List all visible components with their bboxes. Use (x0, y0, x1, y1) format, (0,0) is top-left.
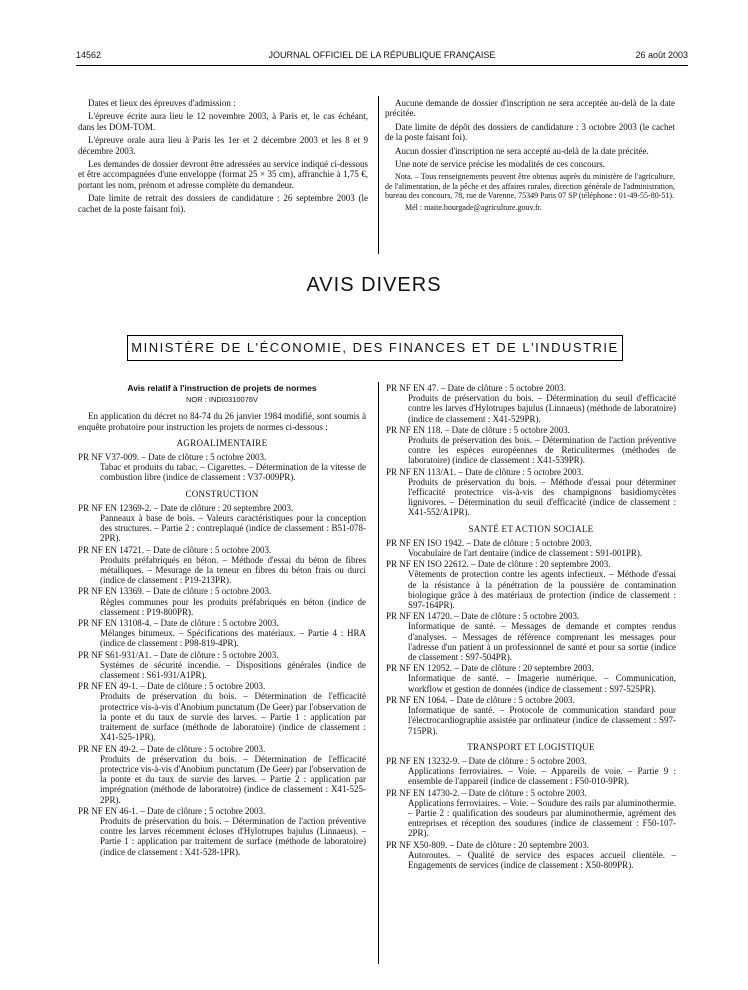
section-heading-sant-et-action-sociale: SANTÉ ET ACTION SOCIALE (468, 523, 594, 534)
norm-description: Produits de préservation du bois. – Détermination du seuil d'efficacité contre les larves d'Hylotrupes bajulus (Linnaeus) (méthode de laboratoire) (indice de classement : X41-529PR). (408, 393, 676, 424)
top-left-column (78, 98, 368, 217)
norm-description: Informatique de santé. – Messages de demande et comptes rendus d'analyses. – Messages de référence comprenant les messages pour l'adresse d'un patient à un professionnel de santé et pour sa sortie (indice de classement : S97-504PR). (408, 621, 676, 663)
paragraph: Une note de service précise les modalités de ces concours. (395, 159, 605, 170)
column-divider (378, 382, 379, 964)
section-heading-agroalimentaire: AGROALIMENTAIRE (176, 437, 268, 448)
right-article-column (386, 383, 676, 871)
norm-entry (386, 467, 676, 518)
running-header (76, 50, 688, 64)
norm-description: Produits de préservation du bois. – Détermination de l'action préventive contre les larves récemment écloses d'Hylotrupes bajulus (Linnaeus). – Partie 1 : application par traitement de surface (méthode de laboratoire) (indice de classement : X41-528-1PR). (100, 815, 366, 857)
norm-entry (386, 425, 676, 466)
journal-title: JOURNAL OFFICIEL DE LA RÉPUBLIQUE FRANÇAISE (268, 50, 496, 60)
norm-description: Produits de préservation du bois. – Méthode d'essai pour déterminer l'efficacité protectrice vis-à-vis des champignons basidiomycètes lignivores. – Détermination du seuil d'efficacité (indice de classement : X41-552/A1PR). (408, 476, 676, 518)
right-norm-list (386, 383, 676, 870)
norm-description: Produits préfabriqués en béton. – Méthode d'essai du béton de fibres métalliques. – Mesurage de la teneur en fibres du béton frais ou durci (indice de classement : P19-213PR). (100, 554, 366, 586)
norm-description: Applications ferroviaires. – Voie. – Soudure des rails par aluminothermie. – Partie 2 : qualification des soudeurs par aluminothermie, agrément des entreprises et réception des soudures (indice de classement : F50-107-2PR). (408, 797, 676, 839)
paragraph: Les demandes de dossier devront être adressées au service indiqué ci-dessous et être accompagnées d'une enveloppe (format 25 × 35 cm), affranchie à 1,75 €, portant les nom, prénom et adresse complète du demandeur. (78, 159, 368, 190)
norm-heading: PR NF EN 46-1. – Date de clôture : 5 octobre 2003. (78, 805, 266, 816)
norm-entry (386, 538, 676, 558)
norm-description: Produits de préservation du bois. – Détermination de l'efficacité protectrice vis-à-vis d'Anobium punctatum (De Geer) par l'observation de la ponte et du taux de survie des larves. – Partie 1 : application par traitement de surface (méthode de laboratoire) (indice de classement : X41-525-1PR). (100, 691, 366, 743)
paragraph: Aucun dossier d'inscription ne sera accepté au-delà de la date précitée. (395, 145, 649, 156)
issue-date: 26 août 2003 (635, 50, 688, 60)
article-intro: En application du décret no 84-74 du 26 janvier 1984 modifié, sont soumis à enquête probatoire pour instruction les projets de normes ci-dessous : (78, 411, 366, 432)
paragraph: Aucune demande de dossier d'inscription ne sera acceptée au-delà de la date précitée. (385, 98, 675, 119)
norm-heading: PR NF EN 13232-9. – Date de clôture : 5 octobre 2003. (386, 755, 587, 766)
norm-heading: PR NF EN 13108-4. – Date de clôture : 5 octobre 2003. (78, 618, 279, 629)
norm-description: Panneaux à base de bois. – Valeurs caractéristiques pour la conception des structures. – Partie 2 : contreplaqué (indice de classement : B51-078-2PR). (100, 513, 366, 544)
norm-entry (78, 806, 366, 857)
norm-heading: PR NF EN 14721. – Date de clôture : 5 octobre 2003. (78, 544, 272, 555)
paragraph: Dates et lieux des épreuves d'admission : (88, 98, 236, 108)
norm-entry (78, 545, 366, 586)
norm-heading: PR NF S61-931/A1. – Date de clôture : 5 octobre 2003. (78, 649, 279, 660)
norm-heading: PR NF EN 49-1. – Date de clôture : 5 octobre 2003. (78, 681, 266, 692)
norm-description: Règles communes pour les produits préfabriqués en béton (indice de classement : P19-800PR). (100, 596, 366, 617)
left-article-column (78, 383, 366, 858)
norm-description: Applications ferroviaires. – Voie. – Appareils de voie. – Partie 9 : ensemble de l'appareil (indice de classement : F50-010-9PR). (408, 766, 676, 787)
nor-reference: NOR : INDI0310076V (185, 395, 259, 405)
norm-entry (78, 681, 366, 742)
norm-heading: PR NF EN 12369-2. – Date de clôture : 20 septembre 2003. (78, 502, 294, 513)
norm-heading: PR NF EN 13369. – Date de clôture : 5 octobre 2003. (78, 586, 272, 597)
norm-heading: PR NF X50-809. – Date de clôture : 20 septembre 2003. (386, 839, 589, 850)
norm-heading: PR NF EN 49-2. – Date de clôture : 5 octobre 2003. (78, 743, 266, 754)
email-line: Mél : maite.bourgade@agriculture.gouv.fr. (405, 203, 542, 213)
norm-heading: PR NF EN 14730-2. – Date de clôture : 5 octobre 2003. (386, 787, 587, 798)
norm-entry (78, 586, 366, 617)
norm-description: Produits de préservation du bois. – Détermination de l'efficacité protectrice vis-à-vis d'Anobium punctatum (De Geer) par l'observation de la ponte et du taux de survie des larves. – Partie 2 : application par imprégnation (méthode de laboratoire) (indice de classement : X41-525-2PR). (100, 753, 366, 805)
norm-entry (386, 611, 676, 662)
nota-paragraph: Nota. – Tous renseignements peuvent être obtenus auprès du ministère de l'agriculture, de l'alimentation, de la pêche et des affaires rurales, direction générale de l'administration, bureau des concours, 78, rue de Varenne, 75349 Paris 07 SP (téléphone : 01-49-55-80-51). (385, 172, 675, 200)
norm-entry (386, 663, 676, 694)
norm-entry (78, 744, 366, 805)
norm-entry (78, 650, 366, 681)
norm-entry (386, 840, 676, 871)
norm-description: Produits de préservation des bois. – Détermination de l'action préventive contre les espèces européennes de Reticulitermes (méthodes de laboratoire) (indice de classement : X41-539PR). (408, 435, 676, 466)
ministry-box: MINISTÈRE DE L'ÉCONOMIE, DES FINANCES ET DE L'INDUSTRIE (127, 335, 623, 361)
left-norm-list (78, 438, 366, 857)
norm-heading: PR NF EN 118. – Date de clôture : 5 octobre 2003. (386, 424, 570, 435)
norm-heading: PR NF EN ISO 22612. – Date de clôture : 20 septembre 2003. (386, 559, 611, 570)
paragraph: Date limite de dépôt des dossiers de candidature : 3 octobre 2003 (le cachet de la poste faisant foi). (385, 121, 675, 143)
norm-entry (386, 559, 676, 610)
norm-entry (78, 618, 366, 649)
header-rule (76, 65, 688, 66)
norm-heading: PR NF V37-009. – Date de clôture : 5 octobre 2003. (78, 452, 267, 463)
section-heading-transport-et-logistique: TRANSPORT ET LOGISTIQUE (467, 741, 595, 752)
norm-entry (386, 756, 676, 787)
section-heading-construction: CONSTRUCTION (185, 488, 259, 499)
paragraph: L'épreuve écrite aura lieu le 12 novembre 2003, à Paris et, le cas échéant, dans les DOM-TOM. (78, 111, 368, 132)
norm-entry (386, 383, 676, 424)
norm-heading: PR NF EN 14720. – Date de clôture : 5 octobre 2003. (386, 611, 580, 622)
norm-description: Mélanges bitumeux. – Spécifications des matériaux. – Partie 4 : HRA (indice de classement : P98-819-4PR). (100, 628, 366, 649)
norm-description: Vocabulaire de l'art dentaire (indice de classement : S91-001PR). (408, 548, 643, 559)
norm-description: Informatique de santé. – Imagerie numérique. – Communication, workflow et gestion de données (indice de classement : S97-525PR). (408, 673, 676, 694)
norm-entry (386, 695, 676, 736)
paragraph: L'épreuve orale aura lieu à Paris les 1er et 2 décembre 2003 et les 8 et 9 décembre 2003. (78, 135, 368, 156)
paragraph: Date limite de retrait des dossiers de candidature : 26 septembre 2003 (le cachet de la poste faisant foi). (78, 193, 368, 214)
norm-heading: PR NF EN ISO 1942. – Date de clôture : 5 octobre 2003. (386, 537, 592, 548)
norm-heading: PR NF EN 12052. – Date de clôture : 20 septembre 2003. (386, 663, 594, 674)
norm-heading: PR NF EN 47. – Date de clôture : 5 octobre 2003. (386, 383, 566, 393)
section-heading: AVIS DIVERS (306, 274, 442, 296)
column-divider (378, 96, 379, 254)
norm-entry (78, 503, 366, 544)
norm-description: Autoroutes. – Qualité de service des espaces accueil clientèle. – Engagements de services (indice de classement : X50-809PR). (408, 849, 676, 870)
norm-description: Systèmes de sécurité incendie. – Dispositions générales (indice de classement : S61-931/A1PR). (100, 659, 366, 681)
article-title: Avis relatif à l'instruction de projets de normes (127, 383, 317, 393)
page-number: 14562 (76, 50, 102, 60)
norm-entry (78, 452, 366, 483)
norm-heading: PR NF EN 113/A1. – Date de clôture : 5 octobre 2003. (386, 466, 584, 477)
norm-description: Informatique de santé. – Protocole de communication standard pour l'électrocardiographie assistée par ordinateur (indice de classement : S97-715PR). (408, 705, 676, 736)
norm-description: Vêtements de protection contre les agents infectieux. – Méthode d'essai de la résistance à la pénétration de la poussière de contamination biologique grâce à des matériaux de protection (indice de classement : S97-164PR). (408, 569, 676, 611)
norm-entry (386, 788, 676, 839)
norm-description: Tabac et produits du tabac. – Cigarettes. – Détermination de la vitesse de combustion libre (indice de classement : V37-009PR). (100, 462, 366, 483)
norm-heading: PR NF EN 1064. – Date de clôture : 5 octobre 2003. (386, 694, 575, 705)
top-right-column (385, 98, 675, 212)
